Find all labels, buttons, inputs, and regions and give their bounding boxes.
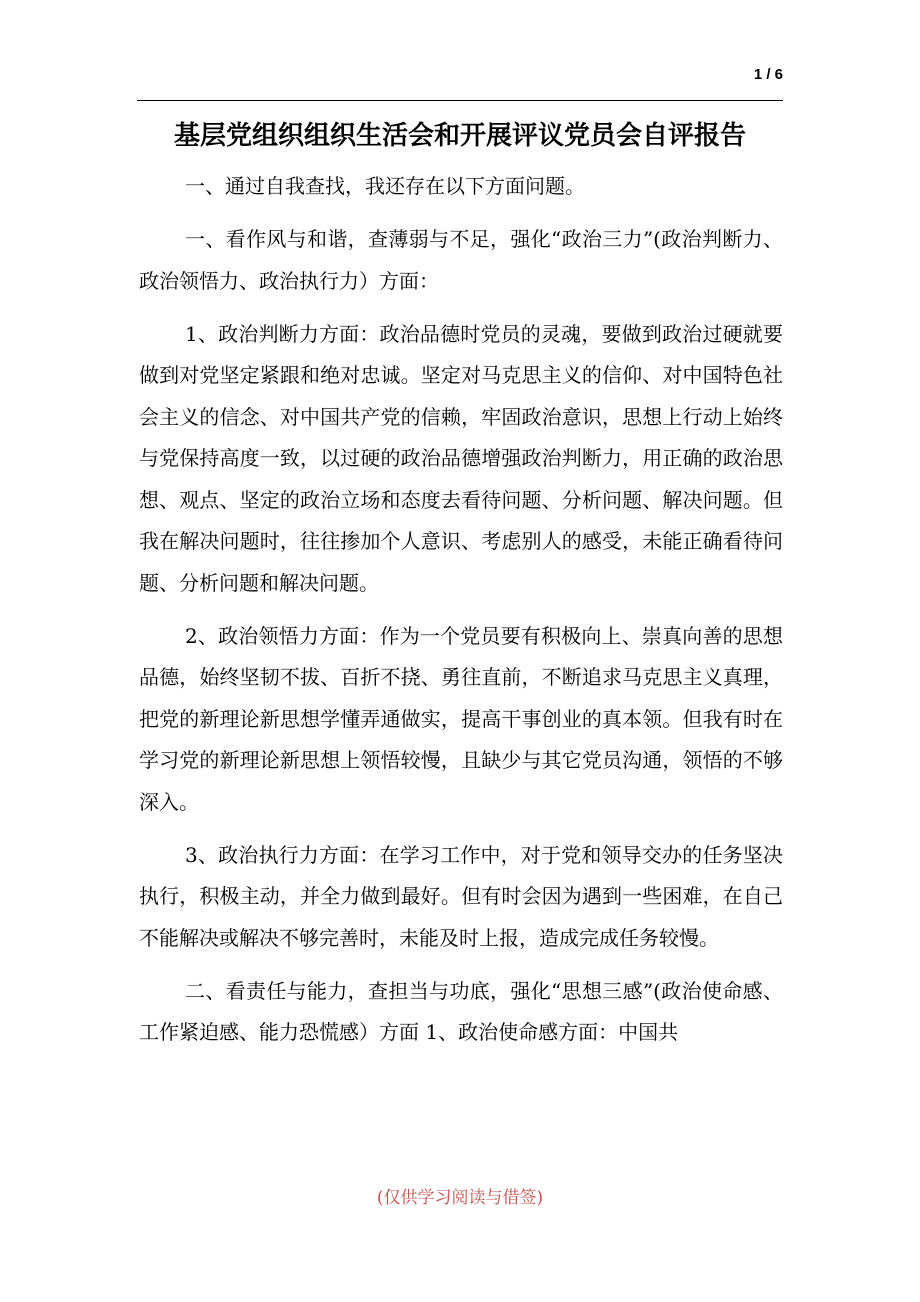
footer-note: (仅供学习阅读与借签): [376, 1188, 544, 1208]
paragraph: 2、政治领悟力方面：作为一个党员要有积极向上、崇真向善的思想品德，始终坚韧不拔、百折不挠、勇往直前，不断追求马克思主义真理，把党的新理论新思想学懂弄通做实，提高干事创业的真本领。但我有时在学习党的新理论新思想上领悟较慢，且缺少与其它党员沟通，领悟的不够深入。: [139, 623, 783, 814]
paragraph: 一、看作风与和谐，查薄弱与不足，强化“政治三力”(政治判断力、政治领悟力、政治执行力）方面：: [139, 227, 783, 293]
document-body: [139, 166, 783, 1066]
paragraph: 一、通过自我查找，我还存在以下方面问题。: [185, 174, 585, 198]
paragraph: 3、政治执行力方面：在学习工作中，对于党和领导交办的任务坚决执行，积极主动，并全力做到最好。但有时会因为遇到一些困难，在自己不能解决或解决不够完善时，未能及时上报，造成完成任务较慢。: [139, 842, 783, 950]
paragraph: 1、政治判断力方面：政治品德时党员的灵魂，要做到政治过硬就要做到对党坚定紧跟和绝对忠诚。坚定对马克思主义的信仰、对中国特色社会主义的信念、对中国共产党的信赖，牢固政治意识，思想上行动上始终与党保持高度一致，以过硬的政治品德增强政治判断力，用正确的政治思想、观点、坚定的政治立场和态度去看待问题、分析问题、解决问题。但我在解决问题时，往往掺加个人意识、考虑别人的感受，未能正确看待问题、分析问题和解决问题。: [139, 321, 783, 595]
page-number: 1 / 6: [753, 66, 783, 83]
document-title: 基层党组织组织生活会和开展评议党员会自评报告: [173, 121, 746, 151]
paragraph: 二、看责任与能力，查担当与功底，强化“思想三感”(政治使命感、工作紧迫感、能力恐慌感）方面 1、政治使命感方面：中国共: [139, 978, 783, 1045]
header-rule: [137, 100, 783, 101]
